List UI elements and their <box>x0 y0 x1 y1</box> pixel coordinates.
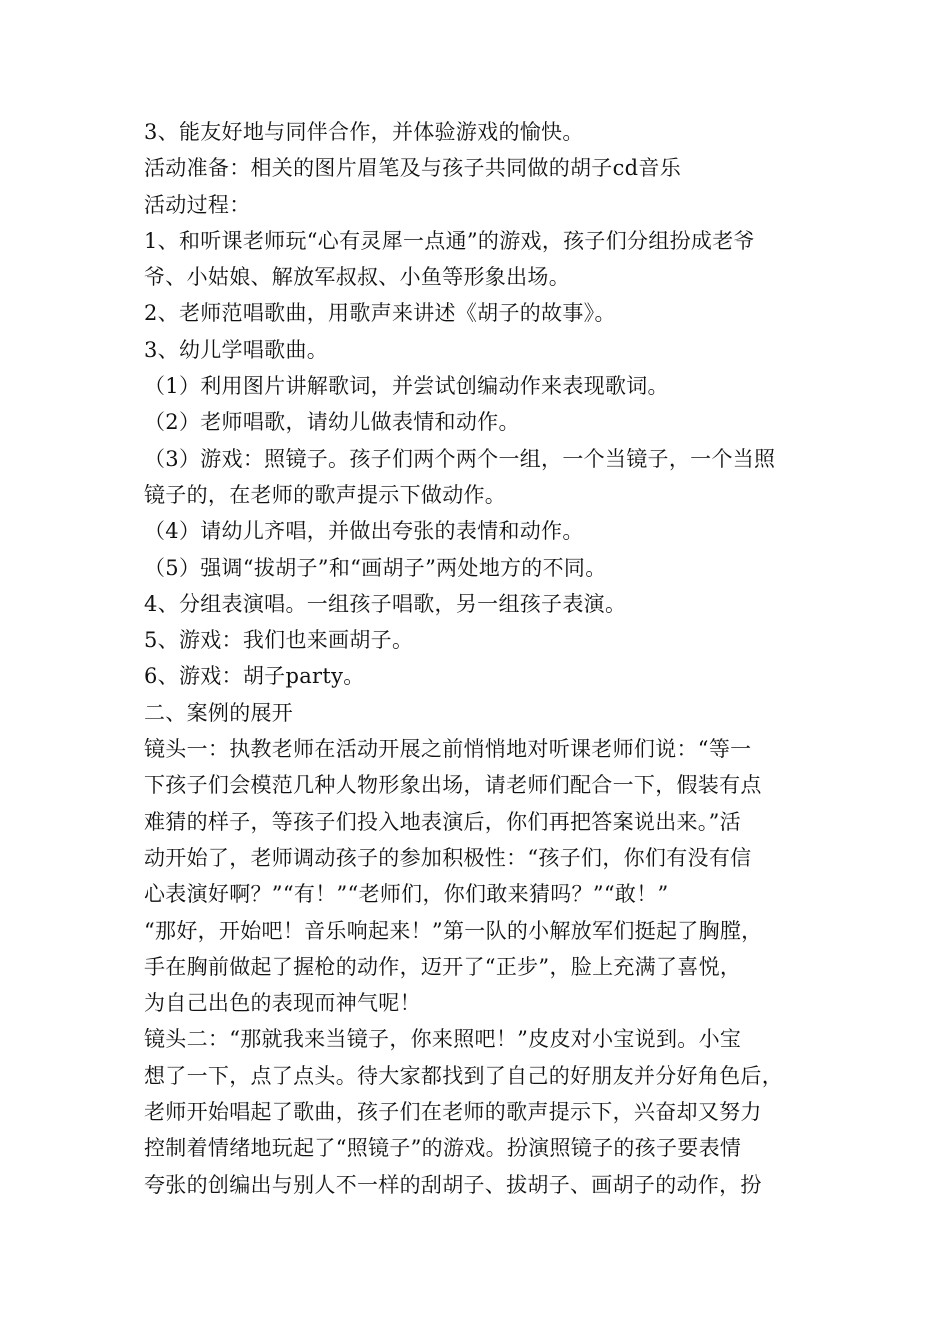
text-line: 动开始了，老师调动孩子的参加积极性：“孩子们，你们有没有信 <box>144 845 752 870</box>
text-line: 6、游戏：胡子party。 <box>144 664 365 689</box>
text-line: （4）请幼儿齐唱，并做出夸张的表情和动作。 <box>144 519 584 544</box>
text-line: 镜头一：执教老师在活动开展之前悄悄地对听课老师们说：“等一 <box>144 737 752 762</box>
text-line: （1）利用图片讲解歌词，并尝试创编动作来表现歌词。 <box>144 374 669 399</box>
text-line: 2、老师范唱歌曲，用歌声来讲述《胡子的故事》。 <box>144 301 616 326</box>
text-line: （2）老师唱歌，请幼儿做表情和动作。 <box>144 410 520 435</box>
text-line: （3）游戏：照镜子。孩子们两个两个一组，一个当镜子，一个当照 <box>144 446 776 471</box>
text-line: “那好，开始吧！音乐响起来！”第一队的小解放军们挺起了胸膛， <box>144 918 763 943</box>
section-heading: 二、案例的展开 <box>144 700 294 725</box>
text-line: 镜子的，在老师的歌声提示下做动作。 <box>144 482 507 507</box>
text-line: 想了一下，点了点头。待大家都找到了自己的好朋友并分好角色后， <box>144 1063 783 1088</box>
text-line: 下孩子们会模范几种人物形象出场，请老师们配合一下，假装有点 <box>144 773 762 798</box>
text-line: 活动过程： <box>144 192 251 217</box>
text-line: 活动准备：相关的图片眉笔及与孩子共同做的胡子cd音乐 <box>144 156 682 181</box>
text-line: 手在胸前做起了握枪的动作，迈开了“正步”，脸上充满了喜悦， <box>144 954 742 979</box>
text-line: 4、分组表演唱。一组孩子唱歌，另一组孩子表演。 <box>144 591 627 616</box>
text-line: 控制着情绪地玩起了“照镜子”的游戏。扮演照镜子的孩子要表情 <box>144 1136 742 1161</box>
text-line: 5、游戏：我们也来画胡子。 <box>144 628 414 653</box>
text-line: 镜头二：“那就我来当镜子，你来照吧！”皮皮对小宝说到。小宝 <box>144 1027 742 1052</box>
text-line: （5）强调“拔胡子”和“画胡子”两处地方的不同。 <box>144 555 607 580</box>
text-line: 1、和听课老师玩“心有灵犀一点通”的游戏，孩子们分组扮成老爷 <box>144 228 755 253</box>
text-line: 心表演好啊？”“有！”“老师们，你们敢来猜吗？”“敢！” <box>144 882 669 907</box>
text-line: 难猜的样子，等孩子们投入地表演后，你们再把答案说出来。”活 <box>144 809 741 834</box>
document-body <box>144 114 806 1203</box>
text-line: 爷、小姑娘、解放军叔叔、小鱼等形象出场。 <box>144 265 570 290</box>
text-line: 为自己出色的表现而神气呢！ <box>144 991 421 1016</box>
text-line: 老师开始唱起了歌曲，孩子们在老师的歌声提示下，兴奋却又努力 <box>144 1100 762 1125</box>
text-line: 夸张的创编出与别人不一样的刮胡子、拔胡子、画胡子的动作，扮 <box>144 1172 762 1197</box>
text-line: 3、幼儿学唱歌曲。 <box>144 337 329 362</box>
text-line: 3、能友好地与同伴合作，并体验游戏的愉快。 <box>144 120 584 144</box>
